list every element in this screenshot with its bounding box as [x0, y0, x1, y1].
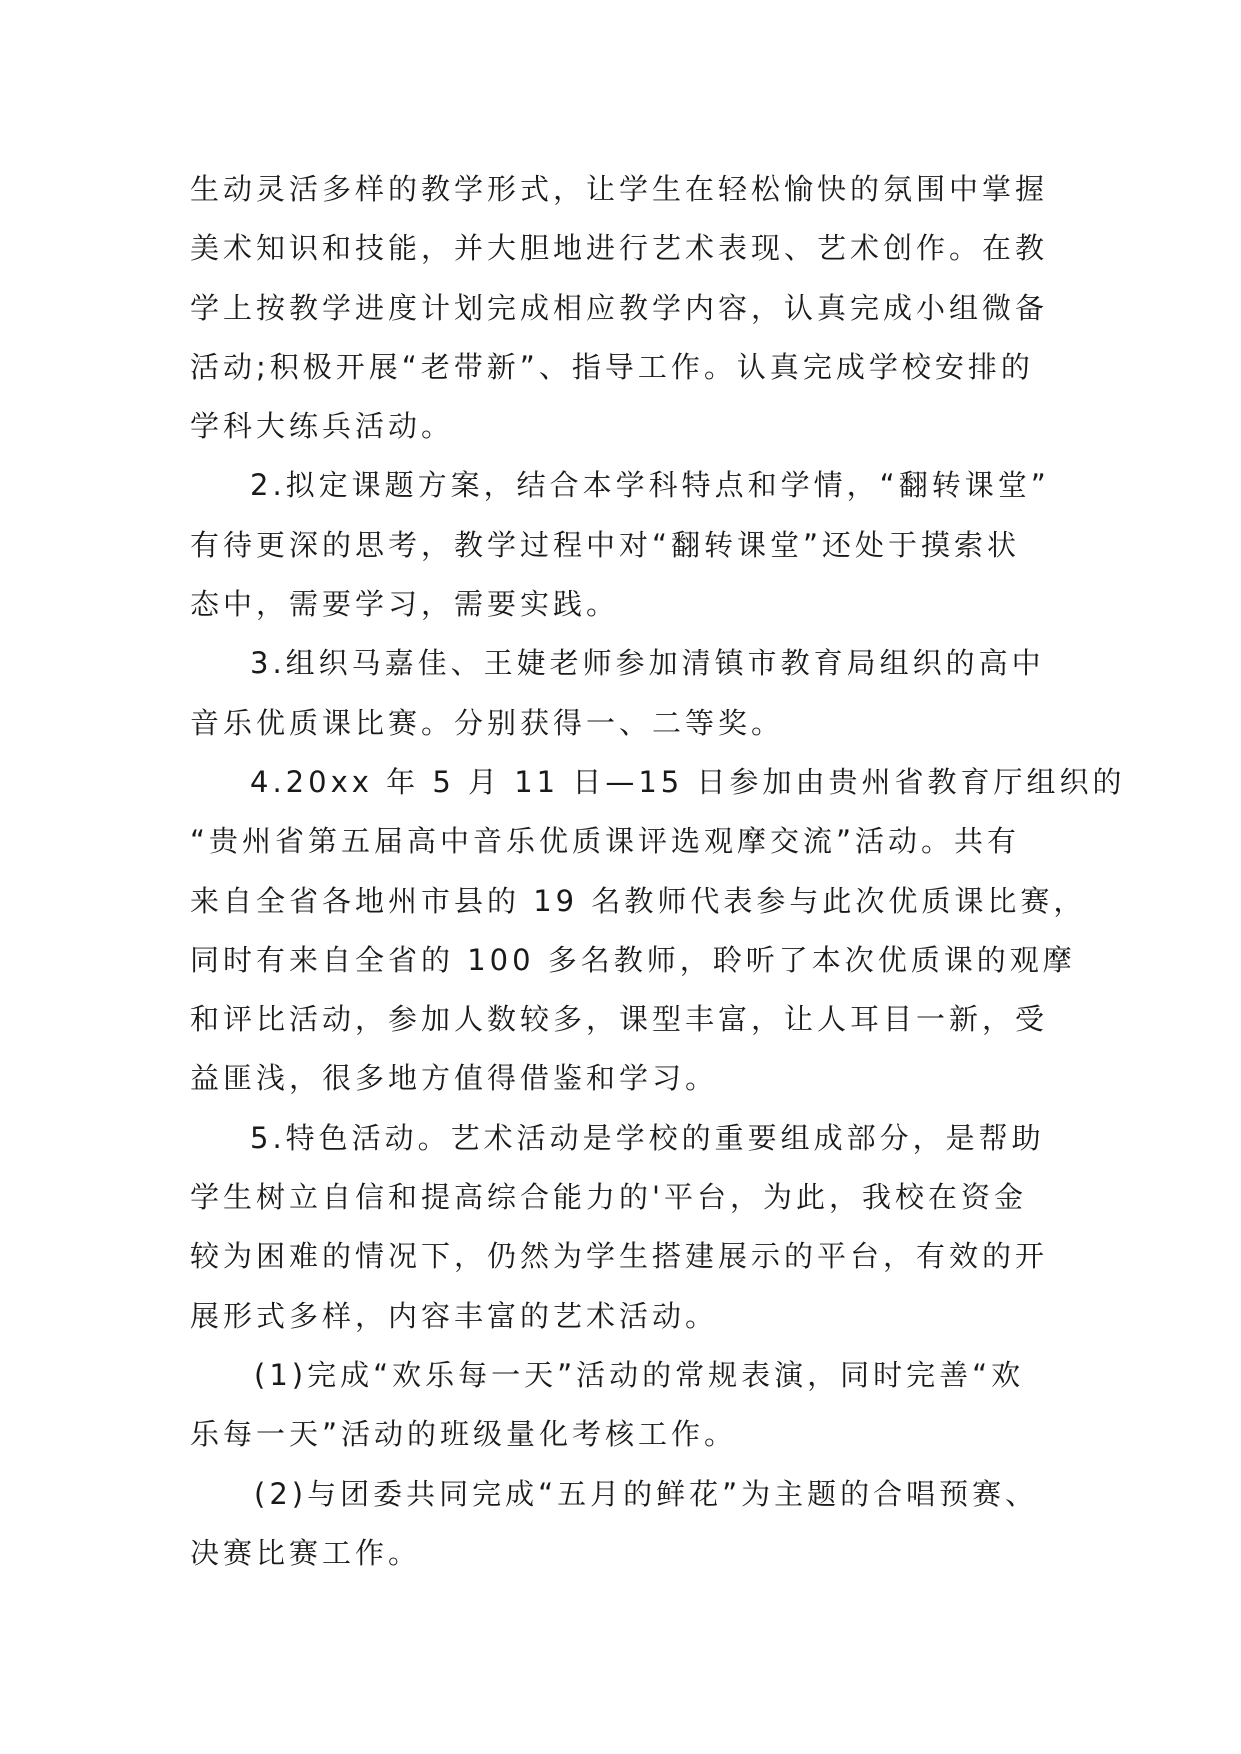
text-line: 来自全省各地州市县的 19 名教师代表参与此次优质课比赛， [190, 883, 1087, 918]
text-line: 态中，需要学习，需要实践。 [190, 587, 620, 622]
text-line: 学生树立自信和提高综合能力的'平台，为此，我校在资金 [190, 1180, 1027, 1215]
paragraph-item-3-first-line: 3.组织马嘉佳、王婕老师参加清镇市教育局组织的高中 [250, 646, 1045, 681]
text-line: 学科大练兵活动。 [190, 409, 455, 444]
text-line: 生动灵活多样的教学形式，让学生在轻松愉快的氛围中掌握 [190, 172, 1049, 206]
paragraph-item-2-first-line: 2.拟定课题方案，结合本学科特点和学情，“翻转课堂” [250, 468, 1050, 503]
document-body [190, 160, 1126, 1583]
text-line: “贵州省第五届高中音乐优质课评选观摩交流”活动。共有 [190, 824, 1021, 859]
text-line: 决赛比赛工作。 [190, 1535, 422, 1570]
text-line: 有待更深的思考，教学过程中对“翻转课堂”还处于摸索状 [190, 527, 1021, 562]
text-line: 活动;积极开展“老带新”、指导工作。认真完成学校安排的 [190, 349, 1034, 384]
text-line: 和评比活动，参加人数较多，课型丰富，让人耳目一新，受 [190, 1002, 1049, 1037]
subitem-1-first-line: (1)完成“欢乐每一天”活动的常规表演，同时完善“欢 [254, 1357, 1025, 1392]
text-line: 展形式多样，内容丰富的艺术活动。 [190, 1298, 719, 1333]
text-line: 较为困难的情况下，仍然为学生搭建展示的平台，有效的开 [190, 1239, 1049, 1274]
text-line: 音乐优质课比赛。分别获得一、二等奖。 [190, 705, 785, 740]
text-line: 学上按教学进度计划完成相应教学内容，认真完成小组微备 [190, 290, 1049, 325]
text-line: 乐每一天”活动的班级量化考核工作。 [190, 1417, 738, 1452]
text-line: 同时有来自全省的 100 多名教师，聆听了本次优质课的观摩 [190, 942, 1076, 977]
paragraph-item-4-first-line: 4.20xx 年 5 月 11 日—15 日参加由贵州省教育厅组织的 [250, 764, 1126, 799]
paragraph-item-5-first-line: 5.特色活动。艺术活动是学校的重要组成部分，是帮助 [250, 1120, 1045, 1155]
text-line: 益匪浅，很多地方值得借鉴和学习。 [190, 1061, 719, 1096]
text-line: 美术知识和技能，并大胆地进行艺术表现、艺术创作。在教 [190, 231, 1049, 266]
subitem-2-first-line: (2)与团委共同完成“五月的鲜花”为主题的合唱预赛、 [254, 1476, 1039, 1511]
